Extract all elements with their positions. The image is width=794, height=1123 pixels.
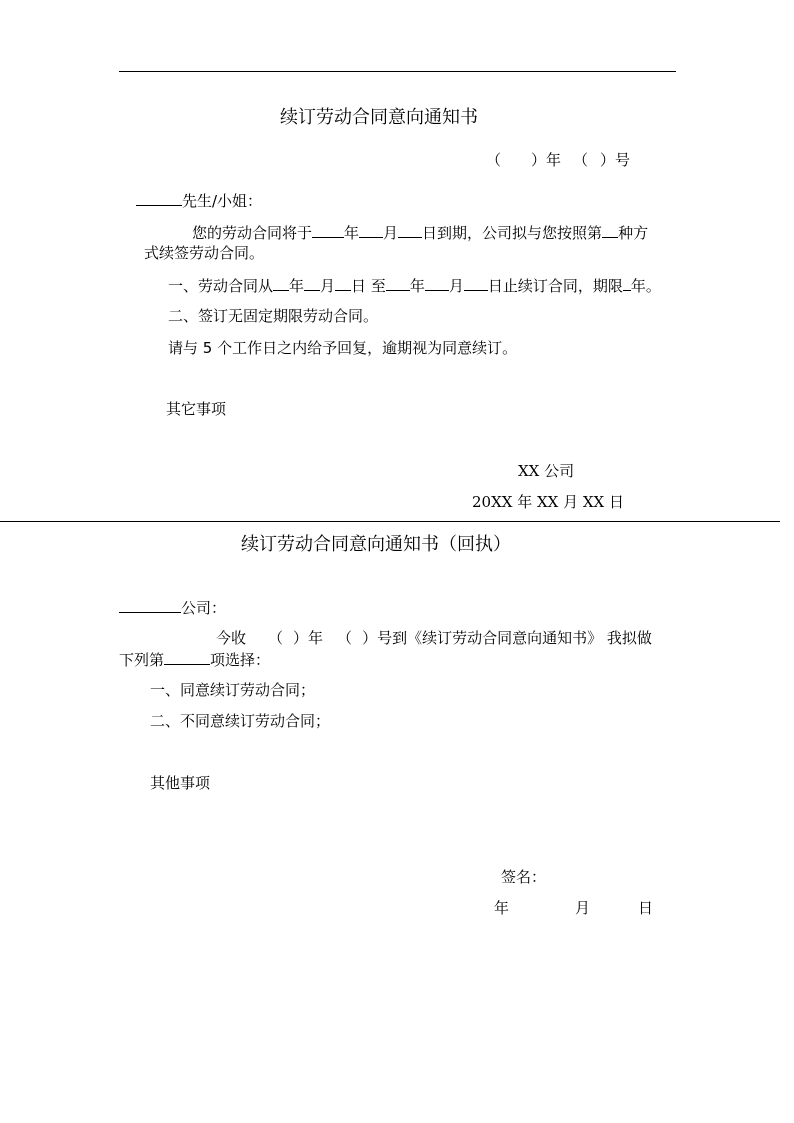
blank-month[interactable] — [359, 222, 383, 238]
option1-month2: 月 — [448, 277, 464, 295]
blank-day[interactable] — [398, 222, 422, 238]
receipt-body-c: ）年 — [293, 629, 324, 647]
receipt-body-a: 今收 — [216, 629, 247, 647]
notice-body-line1 — [192, 222, 648, 243]
option1-month: 月 — [320, 277, 336, 295]
body-end: 种方 — [618, 224, 649, 242]
receipt-sign: 签名： — [501, 868, 547, 886]
receipt-date-month: 月 — [575, 899, 591, 917]
receipt-body-d: （ — [337, 629, 353, 647]
option1-year: 年 — [289, 277, 305, 295]
top-rule — [119, 71, 676, 72]
body-year: 年 — [344, 224, 360, 242]
company-blank[interactable] — [119, 597, 181, 613]
section-divider — [0, 521, 780, 522]
receipt-body-line2 — [119, 649, 270, 670]
choice-blank[interactable] — [164, 649, 210, 665]
body-month: 月 — [383, 224, 399, 242]
notice-other: 其它事项 — [166, 400, 227, 418]
receipt-choice2: 二、不同意续订劳动合同； — [150, 712, 331, 730]
blank-method[interactable] — [602, 222, 618, 238]
number-close2: ）号 — [600, 151, 631, 169]
receipt-other: 其他事项 — [150, 774, 211, 792]
receipt-addressee — [119, 597, 226, 618]
receipt-line2-a: 下列第 — [119, 651, 165, 669]
receipt-date-year: 年 — [494, 899, 510, 917]
notice-company: XX 公司 — [518, 462, 575, 480]
receipt-body-line1 — [216, 628, 652, 648]
notice-salutation — [136, 190, 262, 211]
o1-blank-month[interactable] — [304, 275, 320, 291]
notice-reply-request: 请与 5 个工作日之内给予回复，逾期视为同意续订。 — [168, 339, 518, 357]
number-close1: ）年 — [531, 151, 562, 169]
option1-end: 年。 — [630, 277, 661, 295]
number-open2: （ — [573, 151, 589, 169]
o1-blank-year2[interactable] — [386, 275, 410, 291]
receipt-title: 续订劳动合同意向通知书（回执） — [241, 534, 511, 555]
option1-day: 日 至 — [351, 277, 386, 295]
notice-option1 — [168, 275, 661, 296]
option1-day2: 日止续订合同，期限 — [487, 277, 623, 295]
number-open1: （ — [486, 151, 502, 169]
receipt-line2-b: 项选择： — [210, 651, 271, 669]
body-day: 日到期，公司拟与您按照第 — [422, 224, 603, 242]
o1-blank-year[interactable] — [273, 275, 289, 291]
receipt-choice1: 一、同意续订劳动合同； — [150, 681, 316, 699]
o1-blank-day2[interactable] — [464, 275, 488, 291]
receipt-date-day: 日 — [638, 899, 654, 917]
receipt-body-b: （ — [268, 629, 284, 647]
name-blank[interactable] — [136, 190, 182, 206]
body-pre: 您的劳动合同将于 — [192, 224, 313, 242]
option1-a: 一、劳动合同从 — [168, 277, 274, 295]
option1-year2: 年 — [409, 277, 425, 295]
receipt-body-e: ）号到《续订劳动合同意向通知书》 我拟做 — [362, 629, 652, 647]
notice-number-line — [486, 150, 630, 170]
addressee-text: 公司： — [181, 599, 227, 617]
notice-option2: 二、签订无固定期限劳动合同。 — [168, 307, 379, 325]
o1-blank-term[interactable] — [623, 275, 631, 291]
o1-blank-day[interactable] — [335, 275, 351, 291]
notice-title: 续订劳动合同意向通知书 — [280, 107, 478, 128]
o1-blank-month2[interactable] — [425, 275, 449, 291]
salutation-text: 先生/小姐： — [182, 192, 263, 210]
blank-year[interactable] — [312, 222, 344, 238]
notice-body-line2: 式续签劳动合同。 — [144, 244, 265, 262]
notice-date: 20XX 年 XX 月 XX 日 — [472, 493, 624, 511]
